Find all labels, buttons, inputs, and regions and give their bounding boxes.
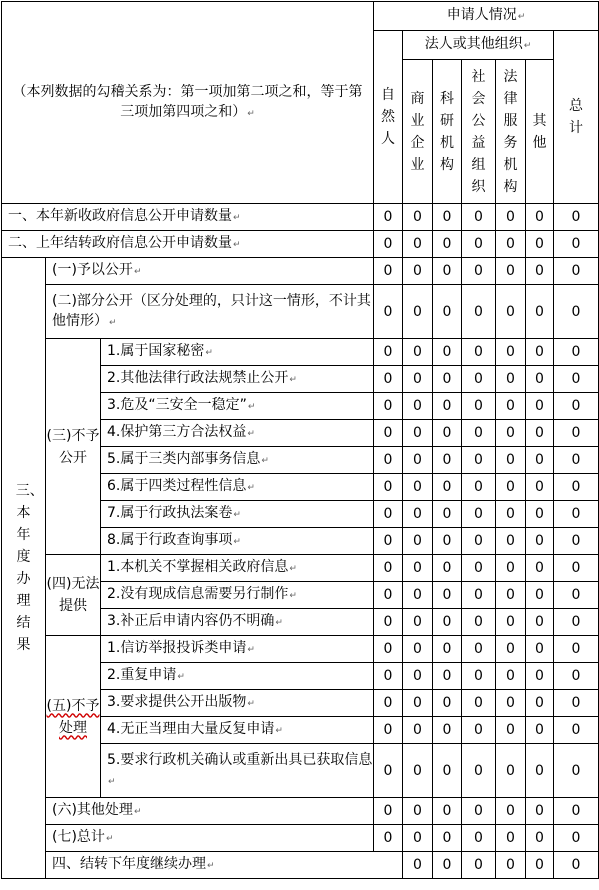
cell-legal-service: 0 xyxy=(496,501,526,528)
cell-natural: 0 xyxy=(374,582,403,609)
cell-natural: 0 xyxy=(374,447,403,474)
cell-other: 0 xyxy=(526,825,554,852)
cell-other: 0 xyxy=(526,636,554,663)
cell-public-org: 0 xyxy=(462,420,496,447)
cell-total: 0 xyxy=(554,393,599,420)
table-row xyxy=(2,204,599,231)
cell-natural: 0 xyxy=(374,798,403,825)
research-text: 科研机构 xyxy=(439,90,454,173)
row-label-text: 2.其他法律行政法规禁止公开 xyxy=(107,370,289,386)
cell-research: 0 xyxy=(433,447,462,474)
cell-commercial: 0 xyxy=(403,609,433,636)
cell-research: 0 xyxy=(433,366,462,393)
row-label: 四、结转下年度继续办理↵ xyxy=(46,852,403,879)
row-label-text: 4.保护第三方合法权益 xyxy=(107,424,247,440)
cell-legal-service: 0 xyxy=(496,528,526,555)
cell-legal-service: 0 xyxy=(496,447,526,474)
cell-natural: 0 xyxy=(374,555,403,582)
other-header xyxy=(526,60,554,204)
cell-commercial: 0 xyxy=(403,447,433,474)
cell-commercial: 0 xyxy=(403,204,433,231)
cell-legal-service: 0 xyxy=(496,690,526,717)
cell-research: 0 xyxy=(433,501,462,528)
header-note: （本列数据的勾稽关系为：第一项加第二项之和，等于第三项加第四项之和）↵ xyxy=(2,2,374,204)
applicant-header: 申请人情况↵ xyxy=(374,2,599,31)
cell-legal-service: 0 xyxy=(496,204,526,231)
cell-public-org: 0 xyxy=(462,528,496,555)
cell-research: 0 xyxy=(433,285,462,339)
cell-total: 0 xyxy=(554,582,599,609)
table-row xyxy=(2,555,599,582)
cell-other: 0 xyxy=(526,474,554,501)
cell-other: 0 xyxy=(526,393,554,420)
row-label: 二、上年结转政府信息公开申请数量↵ xyxy=(2,231,374,258)
cell-commercial: 0 xyxy=(403,528,433,555)
cell-research: 0 xyxy=(433,798,462,825)
cell-other: 0 xyxy=(526,258,554,285)
cell-natural: 0 xyxy=(374,393,403,420)
cell-commercial: 0 xyxy=(433,852,462,879)
row-label-text: 7.属于行政执法案卷 xyxy=(107,505,233,521)
cell-research: 0 xyxy=(433,825,462,852)
cell-commercial: 0 xyxy=(403,420,433,447)
cell-legal-service: 0 xyxy=(496,258,526,285)
row-label-text: 5.属于三类内部事务信息 xyxy=(107,451,261,467)
cell-other: 0 xyxy=(526,285,554,339)
unable-label xyxy=(46,555,101,636)
cell-public-org: 0 xyxy=(462,582,496,609)
cell-legal-service: 0 xyxy=(496,339,526,366)
row-label: 1.信访举报投诉类申请↵ xyxy=(101,636,374,663)
cell-legal-service: 0 xyxy=(496,420,526,447)
results-section-text: 三、本年度办理结果 xyxy=(15,483,44,653)
row-label: 3.危及“三安全一稳定”↵ xyxy=(101,393,374,420)
cell-research: 0 xyxy=(433,609,462,636)
cell-natural: 0 xyxy=(374,285,403,339)
cell-commercial: 0 xyxy=(403,258,433,285)
row-label-text: 一、本年新收政府信息公开申请数量 xyxy=(8,208,232,224)
cell-other: 0 xyxy=(526,528,554,555)
legal-entity-text: 法人或其他组织 xyxy=(424,36,523,52)
applicant-header-text: 申请人情况 xyxy=(446,7,517,23)
cell-natural: 0 xyxy=(374,258,403,285)
row-label-text: 3.补正后申请内容仍不明确 xyxy=(107,613,275,629)
cell-public-org: 0 xyxy=(462,690,496,717)
cell-other: 0 xyxy=(526,582,554,609)
cell-research: 0 xyxy=(433,231,462,258)
cell-commercial: 0 xyxy=(403,285,433,339)
cell-legal-service: 0 xyxy=(496,285,526,339)
row-label: 2.其他法律行政法规禁止公开↵ xyxy=(101,366,374,393)
cell-total: 0 xyxy=(554,420,599,447)
row-label: 5.要求行政机关确认或重新出具已获取信息↵ xyxy=(101,744,374,798)
unable-text: (四)无法提供 xyxy=(46,576,100,614)
cell-commercial: 0 xyxy=(403,582,433,609)
row-label: 3.要求提供公开出版物↵ xyxy=(101,690,374,717)
cell-natural: 0 xyxy=(374,825,403,852)
cell-natural: 0 xyxy=(374,204,403,231)
row-label-text: 四、结转下年度继续办理 xyxy=(52,856,206,872)
cell-legal-service: 0 xyxy=(496,555,526,582)
cell-legal-service: 0 xyxy=(496,474,526,501)
cell-research: 0 xyxy=(433,474,462,501)
cell-total: 0 xyxy=(554,744,599,798)
cell-other: 0 xyxy=(526,663,554,690)
row-label: 1.属于国家秘密↵ xyxy=(101,339,374,366)
cell-other: 0 xyxy=(554,852,599,879)
cell-commercial: 0 xyxy=(403,339,433,366)
cell-public-org: 0 xyxy=(462,366,496,393)
cell-commercial: 0 xyxy=(403,366,433,393)
cell-total: 0 xyxy=(554,474,599,501)
cell-natural: 0 xyxy=(374,501,403,528)
row-label-text: (七)总计 xyxy=(52,829,105,845)
row-label-text: 3.要求提供公开出版物 xyxy=(107,694,247,710)
cell-commercial: 0 xyxy=(403,636,433,663)
row-label: 8.属于行政查询事项↵ xyxy=(101,528,374,555)
cell-research: 0 xyxy=(433,636,462,663)
row-label: 2.重复申请↵ xyxy=(101,663,374,690)
cell-legal-service: 0 xyxy=(496,366,526,393)
natural-person-text: 自然人 xyxy=(380,87,395,147)
row-label: 3.补正后申请内容仍不明确↵ xyxy=(101,609,374,636)
cell-commercial: 0 xyxy=(403,501,433,528)
table-row xyxy=(2,339,599,366)
cell-legal-service: 0 xyxy=(496,663,526,690)
cell-commercial: 0 xyxy=(403,231,433,258)
cell-total: 0 xyxy=(554,339,599,366)
cell-public-org: 0 xyxy=(462,447,496,474)
cell-total: 0 xyxy=(554,690,599,717)
cell-natural: 0 xyxy=(374,744,403,798)
not-disclose-label xyxy=(46,339,101,555)
header-note-text: （本列数据的勾稽关系为：第一项加第二项之和，等于第三项加第四项之和） xyxy=(12,83,363,120)
disclosure-table xyxy=(1,1,599,879)
row-label: 7.属于行政执法案卷↵ xyxy=(101,501,374,528)
table-row xyxy=(2,258,599,285)
row-label-text: 4.无正当理由大量反复申请 xyxy=(107,721,275,737)
cell-public-org: 0 xyxy=(462,798,496,825)
not-disclose-text: (三)不予公开 xyxy=(46,427,100,466)
table-row xyxy=(2,231,599,258)
cell-total: 0 xyxy=(554,555,599,582)
row-label-text: 1.属于国家秘密 xyxy=(107,343,205,359)
cell-legal-service: 0 xyxy=(496,582,526,609)
total-header-text: 总计 xyxy=(569,98,583,136)
cell-legal-service: 0 xyxy=(496,393,526,420)
public-org-header xyxy=(462,60,496,204)
cell-natural: 0 xyxy=(374,636,403,663)
row-label: 2.没有现成信息需要另行制作↵ xyxy=(101,582,374,609)
row-label: 4.无正当理由大量反复申请↵ xyxy=(101,717,374,744)
cell-natural: 0 xyxy=(374,663,403,690)
cell-public-org: 0 xyxy=(462,393,496,420)
cell-total: 0 xyxy=(554,231,599,258)
cell-total: 0 xyxy=(554,501,599,528)
row-label: (七)总计↵ xyxy=(46,825,374,852)
cell-total: 0 xyxy=(554,528,599,555)
cell-research: 0 xyxy=(433,690,462,717)
legal-service-header xyxy=(496,60,526,204)
cell-public-org: 0 xyxy=(462,204,496,231)
cell-natural: 0 xyxy=(374,339,403,366)
row-label-text: 6.属于四类过程性信息 xyxy=(107,478,247,494)
cell-legal-service: 0 xyxy=(496,609,526,636)
row-label: 5.属于三类内部事务信息↵ xyxy=(101,447,374,474)
cell-public-org: 0 xyxy=(462,501,496,528)
cell-other: 0 xyxy=(526,798,554,825)
cell-public-org: 0 xyxy=(462,636,496,663)
cell-natural: 0 xyxy=(374,609,403,636)
research-header xyxy=(433,60,462,204)
row-label-text: 5.要求行政机关确认或重新出具已获取信息 xyxy=(107,751,373,768)
legal-service-text: 法律服务机构 xyxy=(503,68,518,195)
row-label-text: 1.信访举报投诉类申请 xyxy=(107,640,247,656)
row-label: (一)予以公开↵ xyxy=(46,258,374,285)
cell-research: 0 xyxy=(462,852,496,879)
total-header xyxy=(554,31,599,204)
cell-total: 0 xyxy=(554,447,599,474)
cell-legal-service: 0 xyxy=(496,717,526,744)
cell-natural: 0 xyxy=(374,717,403,744)
cell-natural: 0 xyxy=(374,474,403,501)
row-label-text: 3.危及“三安全一稳定” xyxy=(107,397,247,413)
cell-total: 0 xyxy=(554,717,599,744)
cell-total: 0 xyxy=(554,636,599,663)
cell-total: 0 xyxy=(554,258,599,285)
cell-public-org: 0 xyxy=(462,609,496,636)
cell-total: 0 xyxy=(554,825,599,852)
cell-public-org: 0 xyxy=(462,663,496,690)
table-row xyxy=(2,798,599,825)
cell-research: 0 xyxy=(433,744,462,798)
cell-total: 0 xyxy=(554,663,599,690)
cell-public-org: 0 xyxy=(496,852,526,879)
row-label-text: 8.属于行政查询事项 xyxy=(107,532,233,548)
cell-natural: 0 xyxy=(374,528,403,555)
row-label-text: (六)其他处理 xyxy=(52,802,133,818)
cell-commercial: 0 xyxy=(403,825,433,852)
row-label: 一、本年新收政府信息公开申请数量↵ xyxy=(2,204,374,231)
row-label-text: 二、上年结转政府信息公开申请数量 xyxy=(8,235,232,251)
cell-other: 0 xyxy=(526,231,554,258)
cell-other: 0 xyxy=(526,609,554,636)
cell-research: 0 xyxy=(433,393,462,420)
cell-natural: 0 xyxy=(403,852,433,879)
row-label: 1.本机关不掌握相关政府信息↵ xyxy=(101,555,374,582)
cell-commercial: 0 xyxy=(403,717,433,744)
cell-research: 0 xyxy=(433,582,462,609)
cell-public-org: 0 xyxy=(462,825,496,852)
cell-public-org: 0 xyxy=(462,744,496,798)
cell-other: 0 xyxy=(526,339,554,366)
commercial-text: 商业企业 xyxy=(410,90,425,173)
cell-legal-service: 0 xyxy=(526,852,554,879)
cell-total: 0 xyxy=(554,798,599,825)
cell-natural: 0 xyxy=(374,690,403,717)
public-org-text: 社会公益组织 xyxy=(471,68,486,195)
cell-total: 0 xyxy=(554,366,599,393)
cell-natural: 0 xyxy=(374,231,403,258)
cell-other: 0 xyxy=(526,717,554,744)
row-label: 6.属于四类过程性信息↵ xyxy=(101,474,374,501)
cell-research: 0 xyxy=(433,204,462,231)
cell-commercial: 0 xyxy=(403,690,433,717)
cell-commercial: 0 xyxy=(403,744,433,798)
cell-research: 0 xyxy=(433,420,462,447)
no-processing-label xyxy=(46,636,101,798)
cell-commercial: 0 xyxy=(403,663,433,690)
row-label-text: 1.本机关不掌握相关政府信息 xyxy=(107,559,289,575)
cell-research: 0 xyxy=(433,555,462,582)
cell-natural: 0 xyxy=(374,420,403,447)
row-label: (二)部分公开（区分处理的，只计这一情形，不计其他情形）↵ xyxy=(46,285,374,339)
table-row xyxy=(2,825,599,852)
cell-public-org: 0 xyxy=(462,258,496,285)
other-text: 其他 xyxy=(532,112,547,151)
cell-research: 0 xyxy=(433,528,462,555)
row-label-text: 2.重复申请 xyxy=(107,667,177,683)
natural-person-header xyxy=(374,31,403,204)
cell-other: 0 xyxy=(526,501,554,528)
cell-research: 0 xyxy=(433,258,462,285)
cell-other: 0 xyxy=(526,690,554,717)
commercial-header xyxy=(403,60,433,204)
legal-entity-header: 法人或其他组织↵ xyxy=(403,31,554,60)
cell-other: 0 xyxy=(526,420,554,447)
cell-other: 0 xyxy=(526,366,554,393)
cell-public-org: 0 xyxy=(462,555,496,582)
cell-public-org: 0 xyxy=(462,339,496,366)
cell-total: 0 xyxy=(554,285,599,339)
row-label: 4.保护第三方合法权益↵ xyxy=(101,420,374,447)
cell-legal-service: 0 xyxy=(496,636,526,663)
cell-public-org: 0 xyxy=(462,231,496,258)
cell-other: 0 xyxy=(526,204,554,231)
cell-natural: 0 xyxy=(374,366,403,393)
row-label: (六)其他处理↵ xyxy=(46,798,374,825)
cell-legal-service: 0 xyxy=(496,231,526,258)
cell-commercial: 0 xyxy=(403,555,433,582)
cell-commercial: 0 xyxy=(403,474,433,501)
results-section-label xyxy=(2,258,46,879)
table-row xyxy=(2,852,599,879)
table-row xyxy=(2,636,599,663)
cell-public-org: 0 xyxy=(462,285,496,339)
cell-public-org: 0 xyxy=(462,474,496,501)
cell-other: 0 xyxy=(526,447,554,474)
cell-commercial: 0 xyxy=(403,798,433,825)
row-label-text: (二)部分公开（区分处理的，只计这一情形，不计其他情形） xyxy=(52,292,371,329)
cell-research: 0 xyxy=(433,339,462,366)
cell-total: 0 xyxy=(554,204,599,231)
cell-research: 0 xyxy=(433,717,462,744)
cell-legal-service: 0 xyxy=(496,798,526,825)
table-row xyxy=(2,285,599,339)
cell-legal-service: 0 xyxy=(496,744,526,798)
cell-legal-service: 0 xyxy=(496,825,526,852)
cell-commercial: 0 xyxy=(403,393,433,420)
row-label-text: 2.没有现成信息需要另行制作 xyxy=(107,586,289,602)
row-label-text: (一)予以公开 xyxy=(52,262,133,278)
cell-public-org: 0 xyxy=(462,717,496,744)
cell-other: 0 xyxy=(526,555,554,582)
cell-other: 0 xyxy=(526,744,554,798)
cell-total: 0 xyxy=(554,609,599,636)
cell-research: 0 xyxy=(433,663,462,690)
no-processing-text: (五)不予处理 xyxy=(46,697,100,736)
